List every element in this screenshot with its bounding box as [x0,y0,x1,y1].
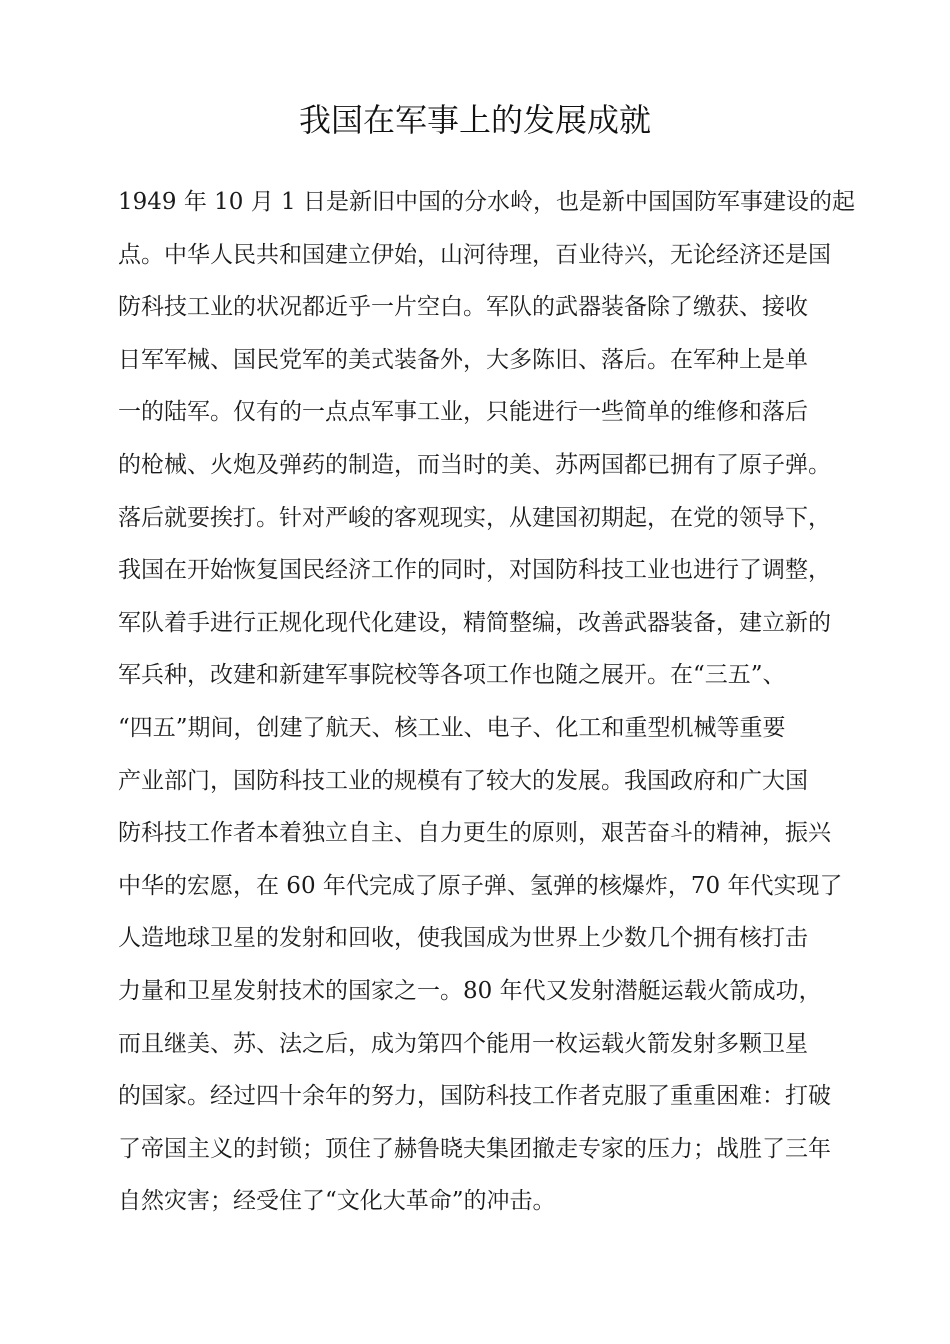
body-line: 而且继美、苏、法之后，成为第四个能用一枚运载火箭发射多颗卫星 [118,1030,808,1057]
body-line: 日军军械、国民党军的美式装备外，大多陈旧、落后。在军种上是单 [118,346,808,373]
body-line: “四五”期间，创建了航天、核工业、电子、化工和重型机械等重要 [118,714,786,741]
body-line: 一的陆军。仅有的一点点军事工业，只能进行一些简单的维修和落后 [118,399,808,426]
body-line: 的枪械、火炮及弹药的制造，而当时的美、苏两国都已拥有了原子弹。 [118,451,831,478]
body-line: 中华的宏愿，在 60 年代完成了原子弹、氢弹的核爆炸，70 年代实现了 [118,872,843,899]
body-line: 落后就要挨打。针对严峻的客观现实，从建国初期起，在党的领导下， [118,504,831,531]
body-line: 人造地球卫星的发射和回收，使我国成为世界上少数几个拥有核打击 [118,925,808,952]
body-line: 军队着手进行正规化现代化建设，精简整编，改善武器装备，建立新的 [118,609,831,636]
body-line: 防科技工作者本着独立自主、自力更生的原则，艰苦奋斗的精神，振兴 [118,820,831,847]
document-title: 我国在军事上的发展成就 [298,101,651,139]
body-line: 点。中华人民共和国建立伊始，山河待理，百业待兴，无论经济还是国 [118,241,831,268]
body-line: 1949 年 10 月 1 日是新旧中国的分水岭，也是新中国国防军事建设的起 [118,189,855,215]
body-line: 我国在开始恢复国民经济工作的同时，对国防科技工业也进行了调整， [118,557,831,584]
body-line: 防科技工业的状况都近乎一片空白。军队的武器装备除了缴获、接收 [118,294,808,321]
body-line: 自然灾害；经受住了“文化大革命”的冲击。 [118,1188,556,1215]
body-line: 军兵种，改建和新建军事院校等各项工作也随之展开。在“三五”、 [118,662,786,689]
body-line: 的国家。经过四十余年的努力，国防科技工作者克服了重重困难：打破 [118,1083,831,1110]
body-line: 了帝国主义的封锁；顶住了赫鲁晓夫集团撤走专家的压力；战胜了三年 [118,1135,831,1162]
document-body [118,180,858,1232]
body-line: 产业部门，国防科技工业的规模有了较大的发展。我国政府和广大国 [118,767,808,794]
body-line: 力量和卫星发射技术的国家之一。80 年代又发射潜艇运载火箭成功， [118,977,822,1004]
